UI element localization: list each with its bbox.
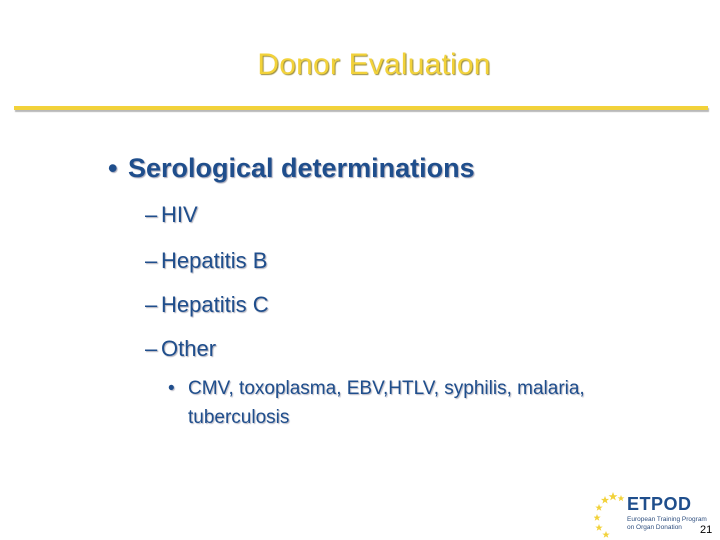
sub-bullet-text: Hepatitis C (161, 292, 269, 317)
sub-sub-bullet-text: CMV, toxoplasma, EBV,HTLV, syphilis, malaria, tuberculosis (188, 378, 585, 428)
logo-name: ETPOD (627, 494, 692, 514)
sub-sub-bullet-other-list (168, 374, 638, 432)
bullet-text: Serological determinations (128, 153, 475, 183)
bullet-level1 (108, 153, 475, 184)
dash-marker: – (145, 202, 158, 227)
logo-subtitle-line2: on Organ Donation (627, 524, 682, 531)
sub-bullet-text: Other (161, 336, 217, 361)
dash-marker: – (145, 336, 158, 361)
logo-subtitle (627, 516, 707, 532)
bullet-marker: • (168, 378, 175, 399)
sub-bullet-hepatitis-b (145, 248, 267, 274)
sub-bullet-other (145, 336, 216, 362)
slide-title: Donor Evaluation (257, 48, 491, 81)
dash-marker: – (145, 292, 158, 317)
sub-bullet-hepatitis-c (145, 292, 269, 318)
bullet-marker: • (108, 153, 118, 183)
sub-bullet-text: HIV (161, 202, 198, 227)
sub-bullet-hiv (145, 202, 198, 228)
eu-stars-icon (594, 490, 628, 538)
page-number: 21 (700, 524, 713, 536)
sub-bullet-text: Hepatitis B (161, 248, 268, 273)
dash-marker: – (145, 248, 158, 273)
logo-subtitle-line1: European Training Program (627, 516, 707, 523)
